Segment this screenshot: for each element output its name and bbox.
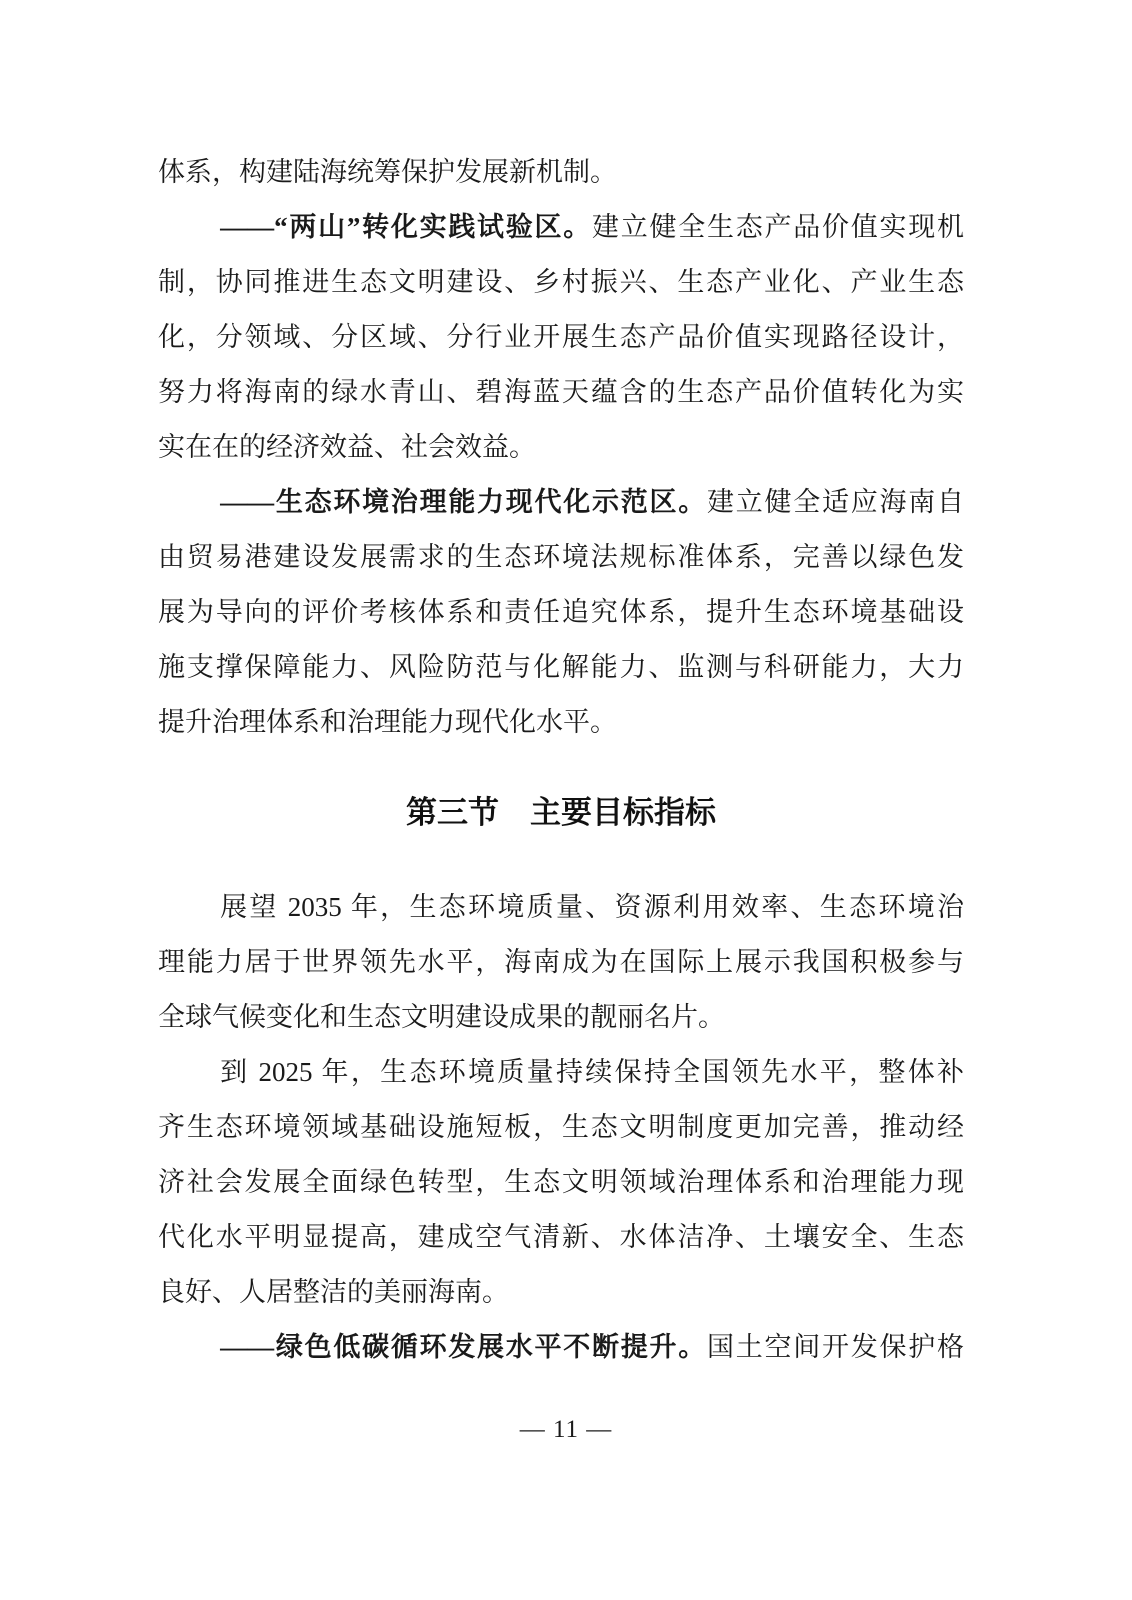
body-text: 良好、人居整洁的美丽海南。 bbox=[158, 1277, 509, 1307]
body-text: 展望 2035 年，生态环境质量、资源利用效率、生态环境治 bbox=[220, 892, 964, 922]
text-line bbox=[158, 585, 964, 640]
body-text: 全球气候变化和生态文明建设成果的靓丽名片。 bbox=[158, 1002, 725, 1032]
body-text: 理能力居于世界领先水平，海南成为在国际上展示我国积极参与 bbox=[158, 947, 964, 977]
body-text: 由贸易港建设发展需求的生态环境法规标准体系，完善以绿色发 bbox=[158, 542, 964, 572]
text-line bbox=[158, 1210, 964, 1265]
text-line bbox=[158, 695, 964, 750]
text-line bbox=[158, 200, 964, 255]
text-line bbox=[158, 1320, 964, 1375]
text-line bbox=[158, 935, 964, 990]
body-text: 到 2025 年，生态环境质量持续保持全国领先水平，整体补 bbox=[220, 1057, 964, 1087]
text-line bbox=[158, 1045, 964, 1100]
section-heading: 第三节 主要目标指标 bbox=[406, 795, 716, 830]
body-text: 展为导向的评价考核体系和责任追究体系，提升生态环境基础设 bbox=[158, 597, 964, 627]
text-line bbox=[158, 145, 964, 200]
emphasis-lead-text: ——“两山”转化实践试验区。 bbox=[220, 212, 593, 242]
body-text: 施支撑保障能力、风险防范与化解能力、监测与科研能力，大力 bbox=[158, 652, 964, 682]
body-text: 代化水平明显提高，建成空气清新、水体洁净、土壤安全、生态 bbox=[158, 1222, 964, 1252]
text-line bbox=[158, 1155, 964, 1210]
body-text: 齐生态环境领域基础设施短板，生态文明制度更加完善，推动经 bbox=[158, 1112, 964, 1142]
text-line bbox=[158, 255, 964, 310]
text-line bbox=[158, 365, 964, 420]
body-text: 建立健全生态产品价值实现机 bbox=[592, 212, 964, 242]
text-line bbox=[158, 1265, 964, 1320]
text-line bbox=[158, 475, 964, 530]
page-number: — 11 — bbox=[519, 1416, 613, 1443]
text-line bbox=[158, 310, 964, 365]
text-line bbox=[158, 990, 964, 1045]
text-line bbox=[158, 530, 964, 585]
body-text: 国土空间开发保护格 bbox=[707, 1332, 964, 1362]
text-line bbox=[158, 640, 964, 695]
body-text: 提升治理体系和治理能力现代化水平。 bbox=[158, 707, 617, 737]
text-line bbox=[158, 420, 964, 475]
document-body bbox=[158, 145, 964, 1375]
text-line bbox=[158, 1100, 964, 1155]
body-text: 建立健全适应海南自 bbox=[707, 487, 964, 517]
body-text: 制，协同推进生态文明建设、乡村振兴、生态产业化、产业生态 bbox=[158, 267, 964, 297]
body-text: 化，分领域、分区域、分行业开展生态产品价值实现路径设计， bbox=[158, 322, 964, 352]
emphasis-lead-text: ——绿色低碳循环发展水平不断提升。 bbox=[220, 1332, 708, 1362]
body-text: 努力将海南的绿水青山、碧海蓝天蕴含的生态产品价值转化为实 bbox=[158, 377, 964, 407]
emphasis-lead-text: ——生态环境治理能力现代化示范区。 bbox=[220, 487, 708, 517]
body-text: 实在在的经济效益、社会效益。 bbox=[158, 432, 536, 462]
body-text: 济社会发展全面绿色转型，生态文明领域治理体系和治理能力现 bbox=[158, 1167, 964, 1197]
body-text: 体系，构建陆海统筹保护发展新机制。 bbox=[158, 157, 617, 187]
text-line bbox=[158, 880, 964, 935]
